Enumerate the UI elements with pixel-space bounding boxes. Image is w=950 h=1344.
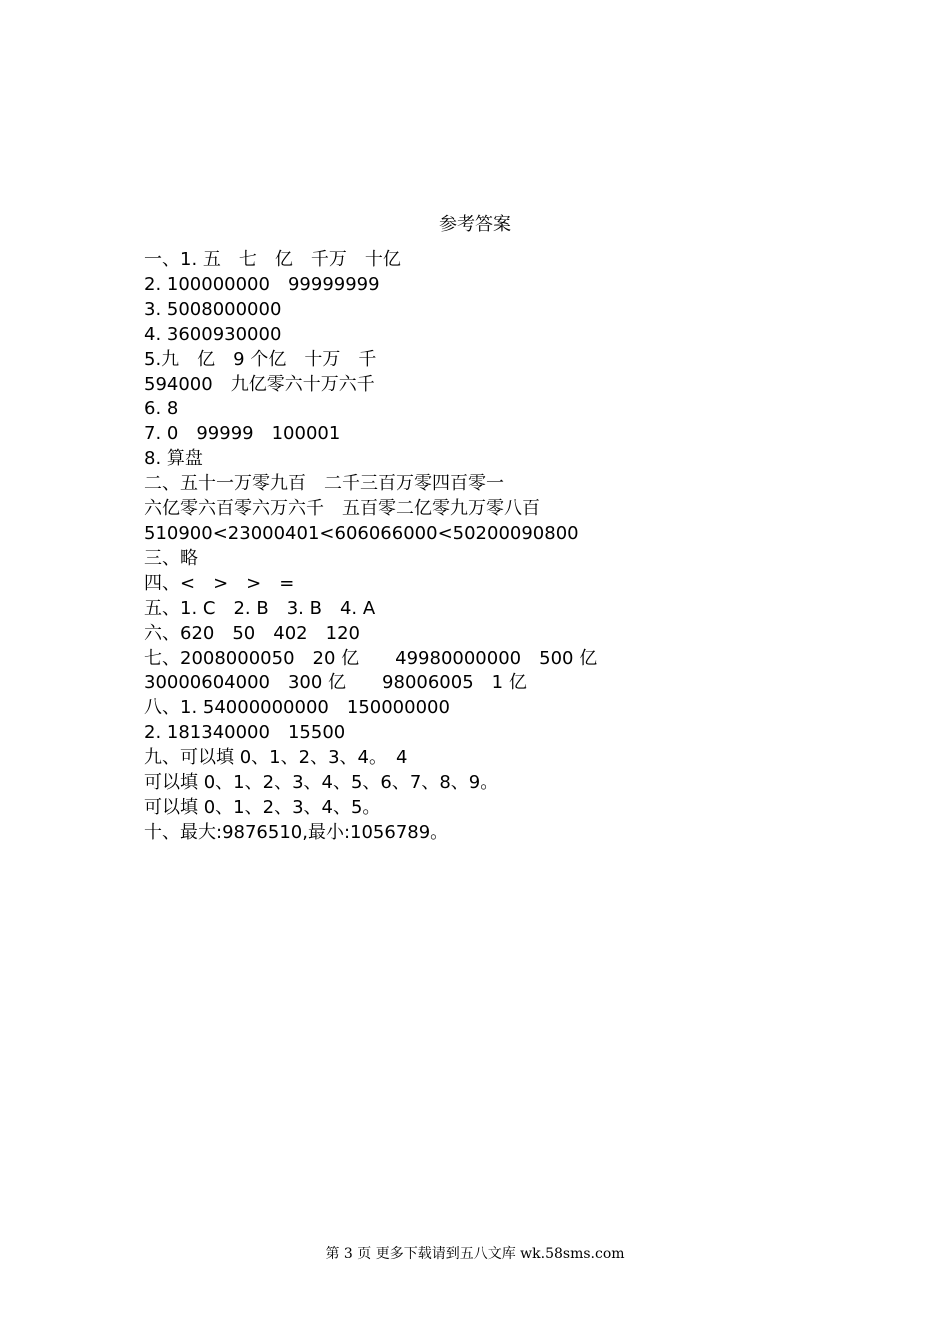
answer-line: 六、620 50 402 120: [144, 622, 360, 644]
page-footer: 第 3 页 更多下载请到五八文库 wk.58sms.com: [325, 1246, 625, 1262]
answer-line: 十、最大:9876510,最小:1056789。: [144, 821, 449, 843]
answer-line: 8. 算盘: [144, 448, 203, 470]
answer-line: 可以填 0、1、2、3、4、5。: [144, 796, 381, 818]
answer-line: 3. 5008000000: [144, 298, 282, 320]
answer-line: 510900<23000401<606066000<50200090800: [144, 522, 579, 544]
answer-line: 八、1. 54000000000 150000000: [144, 697, 450, 719]
answer-line: 2. 181340000 15500: [144, 722, 346, 744]
page-title: 参考答案: [439, 214, 511, 235]
answer-list: [144, 248, 864, 846]
answer-line: 可以填 0、1、2、3、4、5、6、7、8、9。: [144, 772, 499, 794]
answer-line: 九、可以填 0、1、2、3、4。 4: [144, 747, 408, 769]
answer-line: 6. 8: [144, 398, 179, 420]
answer-line: 五、1. C 2. B 3. B 4. A: [144, 597, 376, 619]
answer-line: 六亿零六百零六万六千 五百零二亿零九万零八百: [144, 498, 540, 520]
answer-line: 四、< > > =: [144, 572, 295, 594]
answer-line: 5.九 亿 9 个亿 十万 千: [144, 348, 377, 370]
answer-line: 594000 九亿零六十万六千: [144, 373, 375, 395]
answer-line: 一、1. 五 七 亿 千万 十亿: [144, 249, 401, 270]
answer-line: 30000604000 300 亿 98006005 1 亿: [144, 672, 527, 694]
answer-line: 三、略: [144, 547, 198, 569]
answer-line: 二、五十一万零九百 二千三百万零四百零一: [144, 473, 504, 495]
answer-line: 2. 100000000 99999999: [144, 273, 380, 295]
answer-line: 7. 0 99999 100001: [144, 423, 341, 445]
answer-line: 4. 3600930000: [144, 323, 282, 345]
answer-line: 七、2008000050 20 亿 49980000000 500 亿: [144, 647, 598, 669]
